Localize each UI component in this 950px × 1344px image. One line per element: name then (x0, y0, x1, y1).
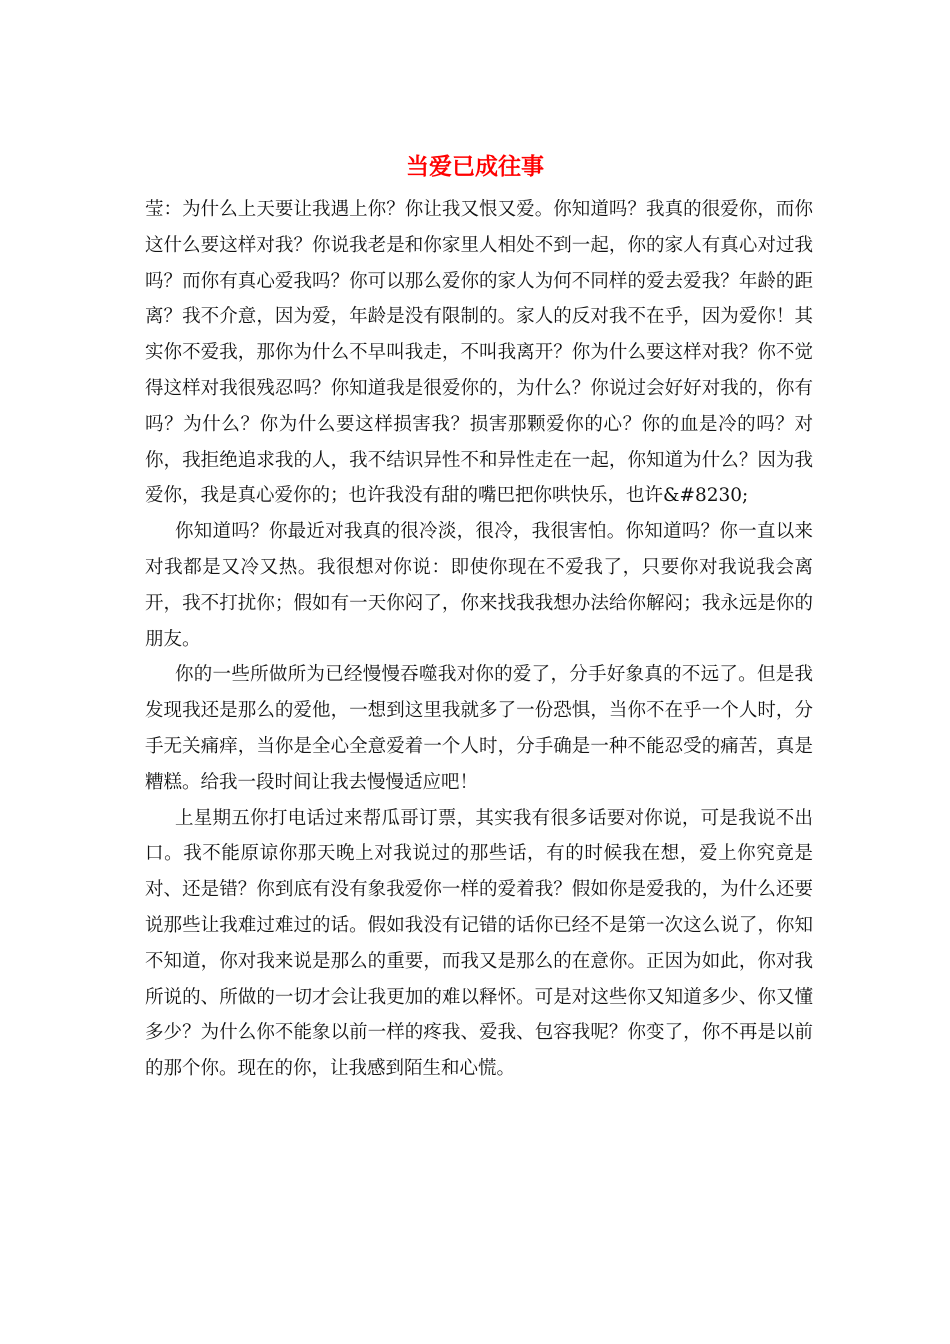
paragraph-2: 你知道吗？你最近对我真的很冷淡，很冷，我很害怕。你知道吗？你一直以来对我都是又冷又热。我很想对你说：即使你现在不爱我了，只要你对我说我会离开，我不打扰你；假如有一天你闷了，你来找我我想办法给你解闷；我永远是你的朋友。 (145, 521, 813, 650)
paragraph-4: 上星期五你打电话过来帮瓜哥订票，其实我有很多话要对你说，可是我说不出口。我不能原谅你那天晚上对我说过的那些话，有的时候我在想，爱上你究竟是对、还是错？你到底有没有象我爱你一样的爱着我？假如你是爱我的，为什么还要说那些让我难过难过的话。假如我没有记错的话你已经不是第一次这么说了，你知不知道，你对我来说是那么的重要，而我又是那么的在意你。正因为如此，你对我所说的、所做的一切才会让我更加的难以释怀。可是对这些你又知道多少、你又懂多少？为什么你不能象以前一样的疼我、爱我、包容我呢？你变了，你不再是以前的那个你。现在的你，让我感到陌生和心慌。 (145, 807, 813, 1080)
paragraph-3: 你的一些所做所为已经慢慢吞噬我对你的爱了，分手好象真的不远了。但是我发现我还是那么的爱他，一想到这里我就多了一份恐惧，当你不在乎一个人时，分手无关痛痒，当你是全心全意爱着一个人时，分手确是一种不能忍受的痛苦，真是糟糕。给我一段时间让我去慢慢适应吧！ (145, 664, 813, 793)
paragraph-1: 莹：为什么上天要让我遇上你？你让我又恨又爱。你知道吗？我真的很爱你，而你这什么要这样对我？你说我老是和你家里人相处不到一起，你的家人有真心对过我吗？而你有真心爱我吗？你可以那么爱你的家人为何不同样的爱去爱我？年龄的距离？我不介意，因为爱，年龄是没有限制的。家人的反对我不在乎，因为爱你！其实你不爱我，那你为什么不早叫我走，不叫我离开？你为什么要这样对我？你不觉得这样对我很残忍吗？你知道我是很爱你的，为什么？你说过会好好对我的，你有吗？为什么？你为什么要这样损害我？损害那颗爱你的心？你的血是冷的吗？对你，我拒绝追求我的人，我不结识异性不和异性走在一起，你知道为什么？因为我爱你，我是真心爱你的；也许我没有甜的嘴巴把你哄快乐，也许&#8230; (145, 199, 813, 507)
document-body (145, 192, 813, 1087)
document-title: 当爱已成往事 (406, 153, 544, 180)
